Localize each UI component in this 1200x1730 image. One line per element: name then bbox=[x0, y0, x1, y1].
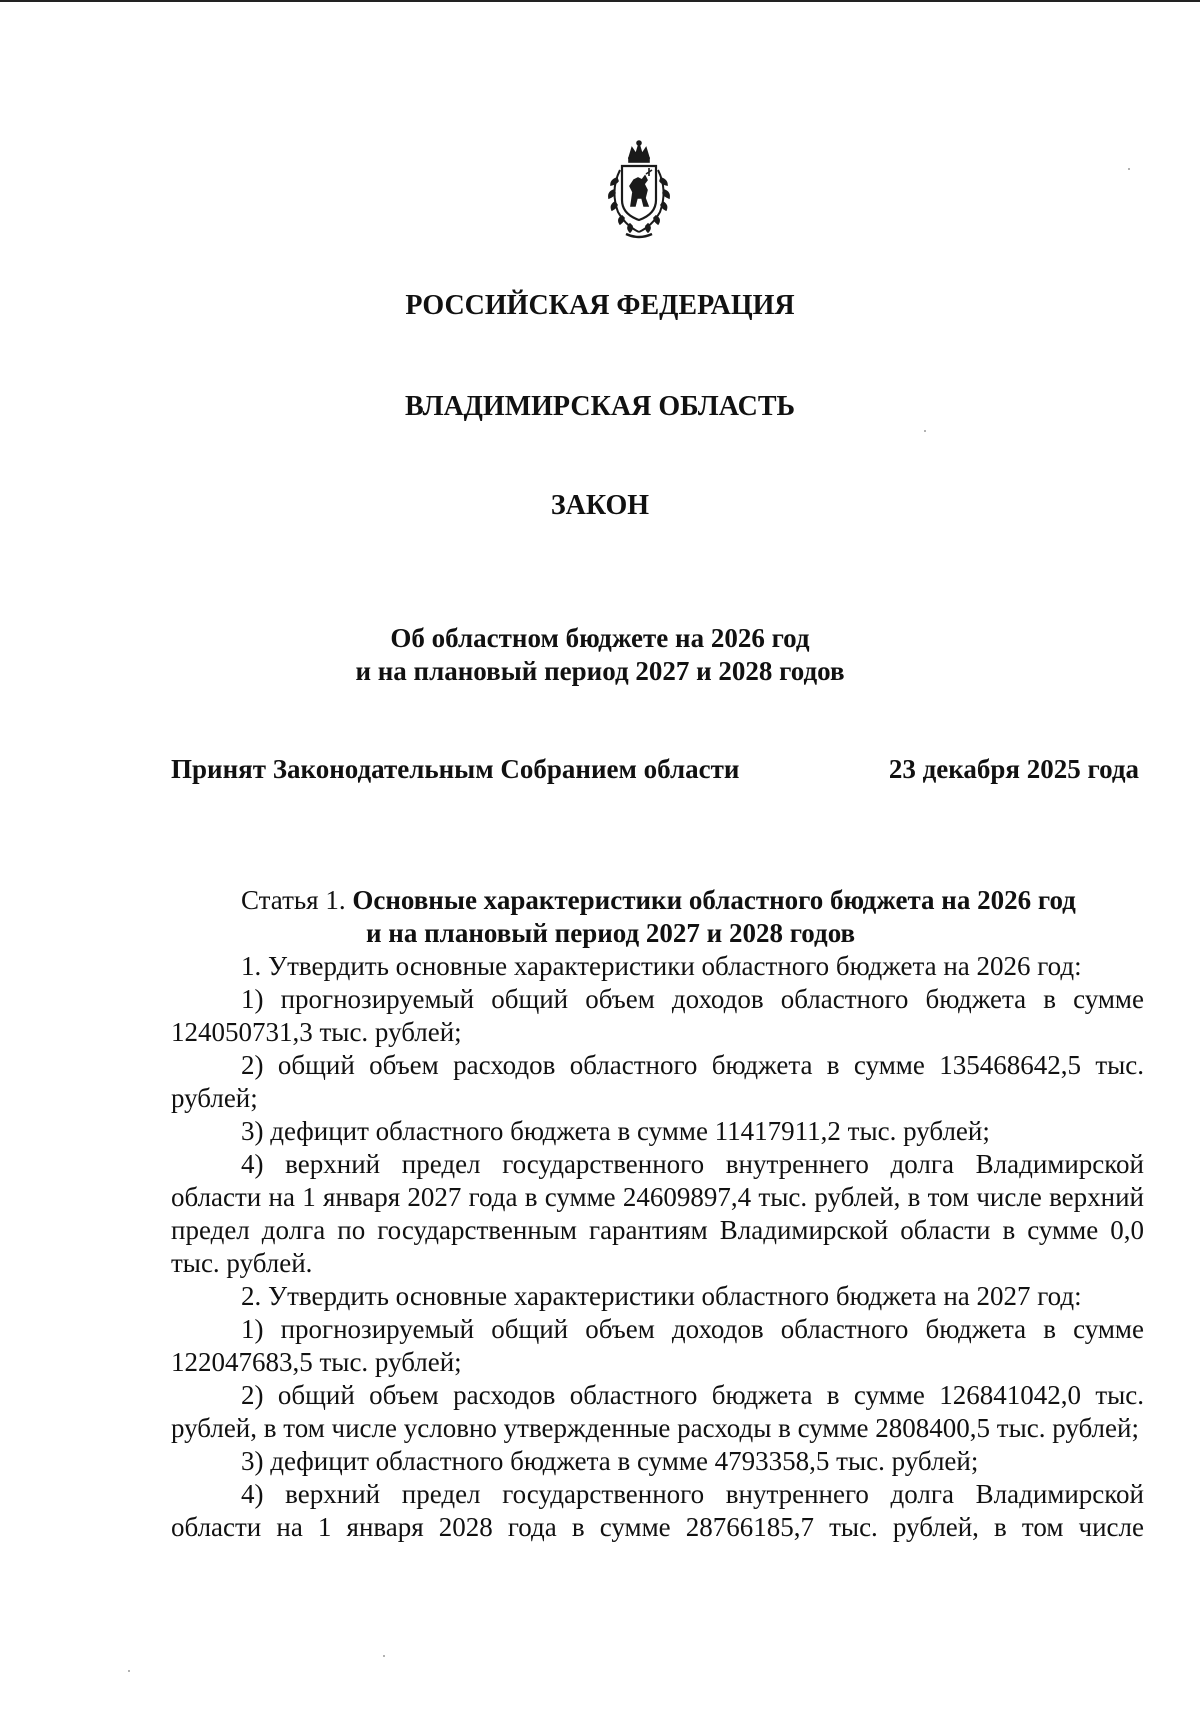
document-type-heading: ЗАКОН bbox=[550, 490, 650, 521]
law-title-line-2: и на плановый период 2027 и 2028 годов bbox=[355, 656, 845, 686]
region-heading: ВЛАДИМИРСКАЯ ОБЛАСТЬ bbox=[404, 391, 796, 422]
law-title-line-1: Об областном бюджете на 2026 год bbox=[390, 623, 810, 653]
article-1-label: Статья 1. bbox=[241, 885, 346, 915]
article-1-paragraph: 2) общий объем расходов областного бюджета в сумме 135468642,5 тыс. рублей; bbox=[171, 1050, 1144, 1113]
adoption-line bbox=[171, 752, 1139, 786]
article-1-title bbox=[171, 884, 1144, 950]
article-1-paragraph: 4) верхний предел государственного внутреннего долга Владимирской области на 1 января 2028 года в сумме 28766185,7 тыс. рублей, в том числе bbox=[171, 1479, 1144, 1542]
article-1-paragraph: 3) дефицит областного бюджета в сумме 4793358,5 тыс. рублей; bbox=[241, 1446, 979, 1476]
article-1-paragraph: 1. Утвердить основные характеристики областного бюджета на 2026 год: bbox=[241, 951, 1082, 981]
article-1-paragraph: 4) верхний предел государственного внутреннего долга Владимирской области на 1 января 2027 года в сумме 24609897,4 тыс. рублей, в том числе верхний предел долга по государственным гарантиям Владимирской области в сумме 0,0 тыс. рублей. bbox=[171, 1149, 1144, 1278]
adopted-by: Принят Законодательным Собранием области bbox=[171, 754, 740, 784]
coat-of-arms-emblem bbox=[602, 140, 676, 240]
article-1-title-part-1: Основные характеристики областного бюджета на 2026 год bbox=[352, 885, 1076, 915]
adoption-date: 23 декабря 2025 года bbox=[888, 754, 1139, 784]
article-1-paragraph: 1) прогнозируемый общий объем доходов областного бюджета в сумме 122047683,5 тыс. рублей; bbox=[171, 1314, 1144, 1377]
federation-heading: РОССИЙСКАЯ ФЕДЕРАЦИЯ bbox=[405, 290, 795, 321]
scan-speck bbox=[1128, 168, 1130, 170]
law-title bbox=[0, 622, 1200, 688]
scan-speck bbox=[383, 1655, 385, 1657]
article-1-paragraph: 3) дефицит областного бюджета в сумме 11417911,2 тыс. рублей; bbox=[241, 1116, 990, 1146]
article-1-paragraph: 2) общий объем расходов областного бюджета в сумме 126841042,0 тыс. рублей, в том числе условно утвержденные расходы в сумме 2808400,5 тыс. рублей; bbox=[171, 1380, 1144, 1443]
scan-top-edge bbox=[0, 0, 1200, 2]
article-1-paragraph: 1) прогнозируемый общий объем доходов областного бюджета в сумме 124050731,3 тыс. рублей; bbox=[171, 984, 1144, 1047]
scan-speck bbox=[924, 430, 926, 432]
scan-speck bbox=[128, 1670, 130, 1672]
article-1-title-part-2: и на плановый период 2027 и 2028 годов bbox=[366, 918, 856, 948]
article-1 bbox=[171, 884, 1144, 1544]
article-1-paragraph: 2. Утвердить основные характеристики областного бюджета на 2027 год: bbox=[241, 1281, 1082, 1311]
